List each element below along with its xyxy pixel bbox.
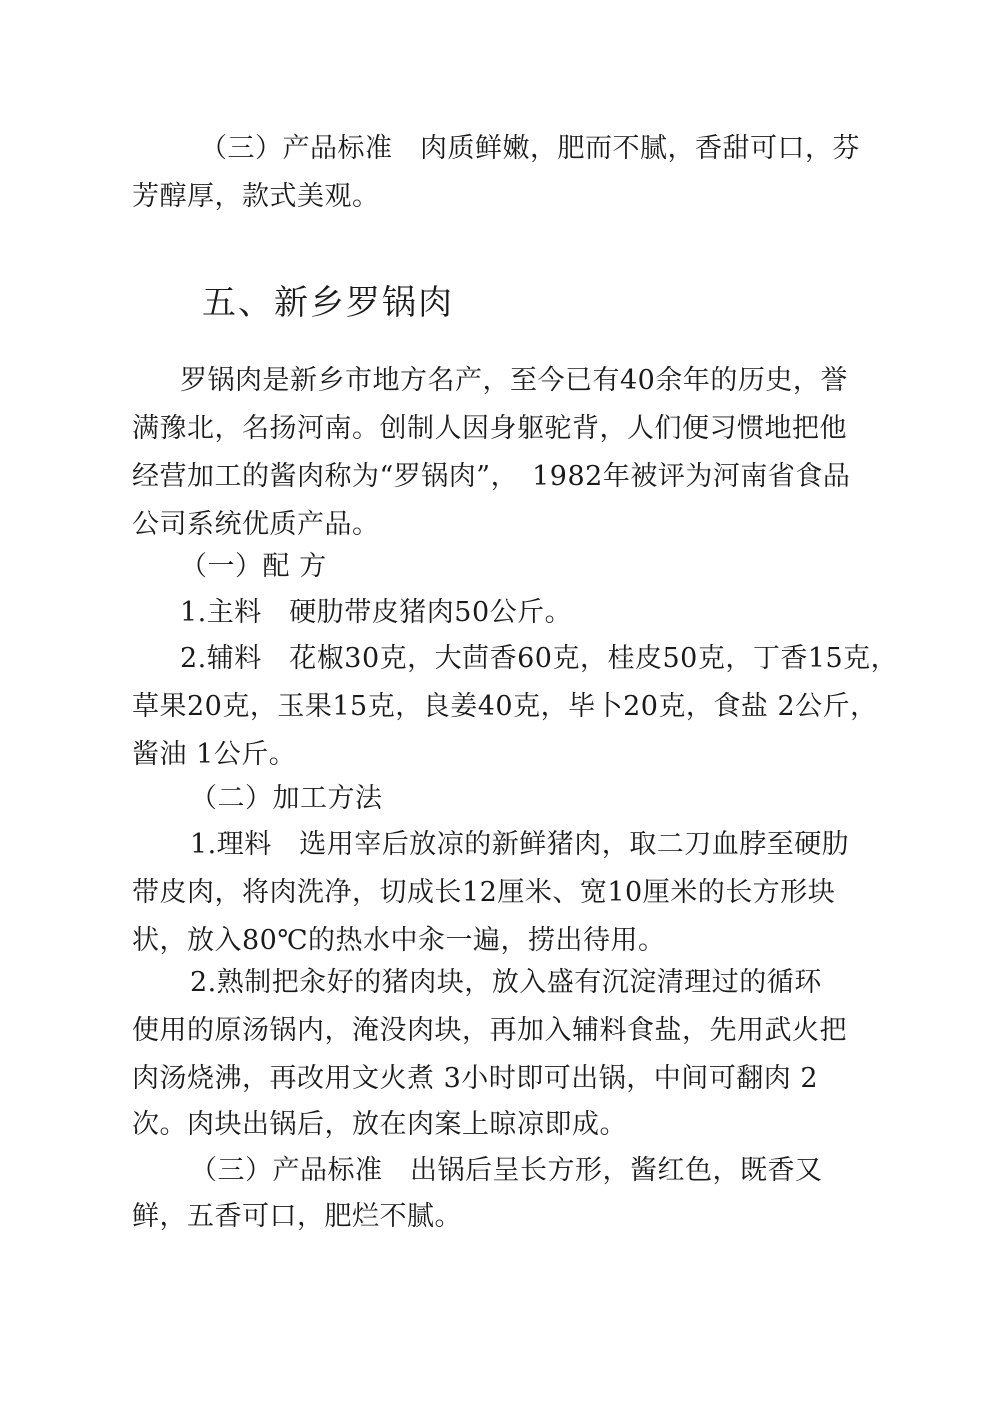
intro-line-2: 满豫北，名扬河南。创制人因身躯驼背，人们便习惯地把他	[132, 413, 847, 444]
standard-line-2: 鲜，五香可口，肥烂不腻。	[132, 1201, 462, 1232]
recipe-heading: （一）配 方	[180, 551, 327, 582]
recipe-aux-line-1: 2.辅料 花椒30克，大茴香60克，桂皮50克，丁香15克，	[180, 643, 899, 674]
recipe-main: 1.主料 硬肋带皮猪肉50公斤。	[180, 597, 573, 628]
method-step2-line-4: 次。肉块出锅后，放在肉案上晾凉即成。	[132, 1109, 627, 1140]
method-step1-line-2: 带皮肉，将肉洗净，切成长12厘米、宽10厘米的长方形块	[132, 877, 836, 908]
intro-line-1: 罗锅肉是新乡市地方名产，至今已有40余年的历史，誉	[180, 365, 848, 396]
intro-line-3: 经营加工的酱肉称为“罗锅肉”， 1982年被评为河南省食品	[132, 461, 851, 492]
recipe-aux-line-2: 草果20克，玉果15克，良姜40克，毕卜20克，食盐 2公斤，	[132, 691, 878, 722]
method-step1-line-3: 状，放入80℃的热水中汆一遍，捞出待用。	[132, 925, 666, 956]
section-title: 五、新乡罗锅肉	[202, 283, 454, 323]
method-step2-line-1: 2.熟制把汆好的猪肉块，放入盛有沉淀清理过的循环	[190, 967, 822, 998]
recipe-aux-line-3: 酱油 1公斤。	[132, 739, 297, 770]
prev-standard-line-2: 芳醇厚，款式美观。	[132, 181, 380, 212]
prev-standard-line-1: （三）产品标准 肉质鲜嫩，肥而不腻，香甜可口，芬	[200, 133, 860, 164]
intro-line-4: 公司系统优质产品。	[132, 509, 380, 540]
method-step2-line-3: 肉汤烧沸，再改用文火煮 3小时即可出锅，中间可翻肉 2	[132, 1063, 819, 1094]
method-heading: （二）加工方法	[190, 783, 383, 814]
method-step1-line-1: 1.理料 选用宰后放凉的新鲜猪肉，取二刀血脖至硬肋	[190, 829, 850, 860]
standard-line-1: （三）产品标准 出锅后呈长方形，酱红色，既香又	[190, 1155, 823, 1186]
method-step2-line-2: 使用的原汤锅内，淹没肉块，再加入辅料食盐，先用武火把	[132, 1015, 847, 1046]
